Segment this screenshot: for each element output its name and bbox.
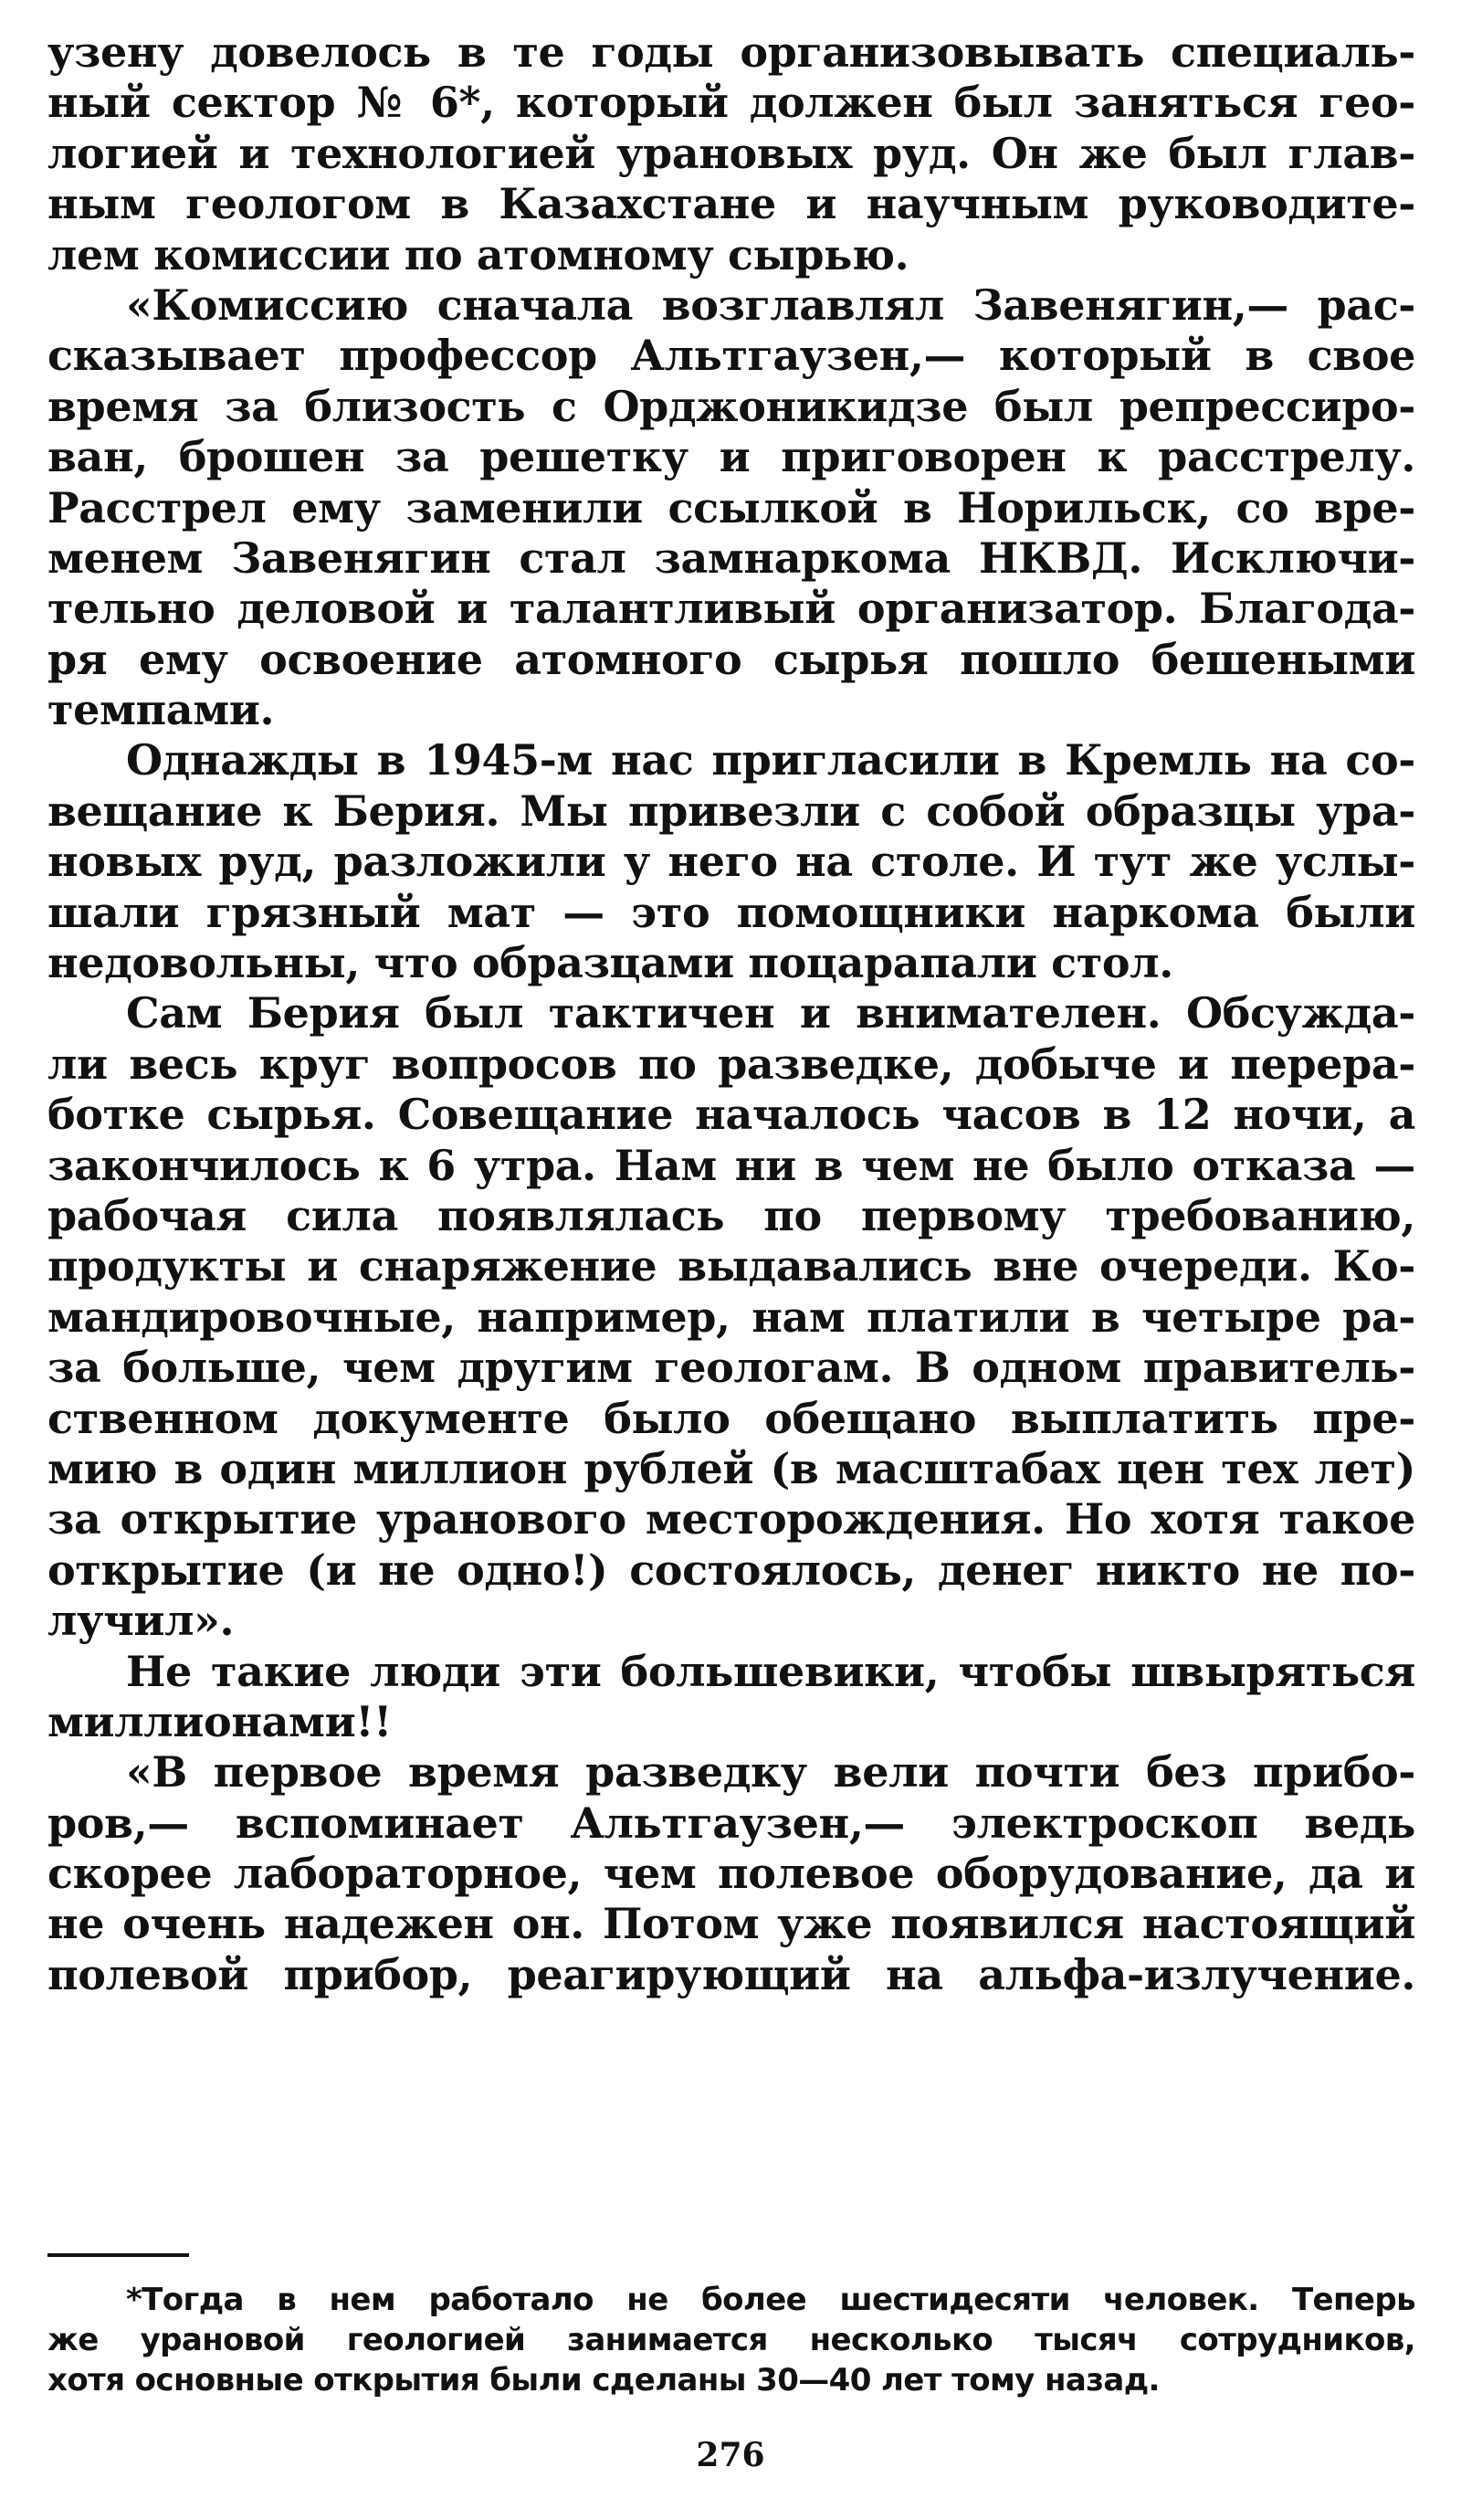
- body-text-line: ван, брошен за решетку и приговорен к расстрелу.: [47, 432, 1415, 482]
- body-text-line: Сам Берия был тактичен и внимателен. Обсужда-: [126, 988, 1415, 1039]
- body-text-line: Расстрел ему заменили ссылкой в Норильск, со вре-: [47, 482, 1415, 532]
- body-text-line: мию в один миллион рублей (в масштабах цен тех лет): [47, 1443, 1415, 1493]
- body-text-line: мандировочные, например, нам платили в четыре ра-: [47, 1292, 1415, 1342]
- body-text-line: узену довелось в те годы организовывать специаль-: [47, 27, 1415, 77]
- body-text: [47, 27, 1415, 2000]
- body-text-line: менем Завенягин стал замнаркома НКВД. Исключи-: [47, 532, 1415, 583]
- body-text-line: время за близость с Орджоникидзе был репрессиро-: [47, 381, 1415, 431]
- footnote-line: *Тогда в нем работало не более шестидесяти человек. Теперь: [126, 2282, 1415, 2318]
- body-text-line: продукты и снаряжение выдавались вне очереди. Ко-: [47, 1241, 1415, 1292]
- body-text-line: миллионами!!: [47, 1696, 392, 1746]
- body-text-line: за больше, чем другим геологам. В одном правитель-: [47, 1343, 1415, 1393]
- body-text-line: темпами.: [47, 685, 275, 735]
- body-text-line: ным геологом в Казахстане и научным руководите-: [47, 179, 1415, 229]
- footnote-line: же урановой геологией занимается несколько тысяч сотрудников,: [47, 2322, 1415, 2358]
- footnote-divider: [47, 2253, 189, 2257]
- body-text-line: шали грязный мат — это помощники наркома были: [47, 887, 1415, 937]
- body-text-line: вещание к Берия. Мы привезли с собой образцы ура-: [47, 786, 1415, 836]
- body-text-line: ря ему освоение атомного сырья пошло бешеными: [47, 634, 1415, 684]
- body-text-line: рабочая сила появлялась по первому требованию,: [47, 1190, 1415, 1240]
- body-text-line: ли весь круг вопросов по разведке, добыче и перера-: [47, 1039, 1415, 1089]
- body-text-line: скорее лабораторное, чем полевое оборудование, да и: [47, 1849, 1415, 1899]
- body-text-line: «В первое время разведку вели почти без прибо-: [126, 1747, 1415, 1798]
- page-number: 276: [696, 2436, 765, 2474]
- body-text-line: за открытие уранового месторождения. Но хотя такое: [47, 1494, 1415, 1545]
- body-text-line: тельно деловой и талантливый организатор. Благода-: [47, 584, 1415, 634]
- footnote-line: хотя основные открытия были сделаны 30—40 лет тому назад.: [47, 2362, 1160, 2399]
- footnote: [47, 2280, 1415, 2400]
- body-text-line: не очень надежен он. Потом уже появился настоящий: [47, 1899, 1415, 1949]
- body-text-line: Однажды в 1945-м нас пригласили в Кремль на со-: [126, 735, 1415, 786]
- body-text-line: ственном документе было обещано выплатить пре-: [47, 1393, 1415, 1443]
- body-text-line: закончилось к 6 утра. Нам ни в чем не было отказа —: [47, 1140, 1415, 1190]
- body-text-line: ров,— вспоминает Альтгаузен,— электроскоп ведь: [47, 1798, 1415, 1848]
- body-text-line: Не такие люди эти большевики, чтобы швыряться: [126, 1646, 1415, 1696]
- body-text-line: «Комиссию сначала возглавлял Завенягин,— рас-: [126, 279, 1415, 330]
- body-text-line: логией и технологией урановых руд. Он же был глав-: [47, 128, 1415, 178]
- body-text-line: лем комиссии по атомному сырью.: [47, 229, 909, 279]
- body-text-line: новых руд, разложили у него на столе. И тут же услы-: [47, 837, 1415, 887]
- body-text-line: полевой прибор, реагирующий на альфа-излучение.: [47, 1949, 1415, 1999]
- body-text-line: сказывает профессор Альтгаузен,— который в свое: [47, 331, 1415, 381]
- body-text-line: ный сектор № 6*, который должен был заняться гео-: [47, 78, 1415, 128]
- body-text-line: лучил».: [47, 1596, 235, 1646]
- body-text-line: недовольны, что образцами поцарапали стол.: [47, 938, 1173, 988]
- body-text-line: ботке сырья. Совещание началось часов в 12 ночи, а: [47, 1090, 1415, 1140]
- body-text-line: открытие (и не одно!) состоялось, денег никто не по-: [47, 1545, 1415, 1595]
